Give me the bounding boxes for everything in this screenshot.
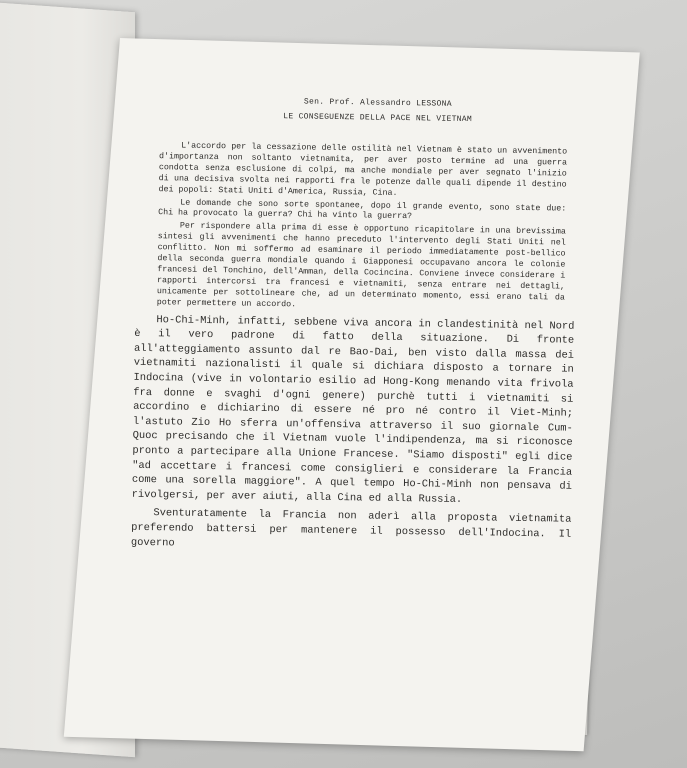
paragraph: Sventuratamente la Francia non aderì alla proposta vietnamita preferendo battersi per mantenere il possesso dell'Indocina. Il governo [130, 507, 572, 549]
document-title: LE CONSEGUENZE DELLA PACE NEL VIETNAM [283, 112, 473, 125]
author-header: Sen. Prof. Alessandro LESSONA [303, 97, 452, 109]
paragraph: Le domande che sono sorte spontanee, dopo il grande evento, sono state due: Chi ha provocato la guerra? Chi ha vinto la guerra? [158, 198, 567, 222]
paragraph: Ho-Chi-Minh, infatti, sebbene viva ancora in clandestinità nel Nord è il vero padrone di fatto della situazione. Di fronte all'atteggiamento assunto dal re Bao-Dai, ben visto dalla massa dei vietnamiti nazionalisti il quale si dichiara disposto a tornare in Indocina (vive in volontario esilio ad Hong-Kong menando vita frivola fra donne e svaghi d'ogni genere) purchè tutti i vietnamiti si accordino e dichiarino di essere né pro né contro il Viet-Minh; l'astuto Zio Ho sferra un'offensiva attraverso il suo giornale Cum-Quoc precisando che il Vietnam vuole l'indipendenza, ma si riconosce pronto a partecipare alla Unione Francese. "Siamo disposti" egli dice "ad accettare i francesi come consiglieri e considerare la Francia come una sorella maggiore". A quel tempo Ho-Chi-Minh non pensava di rivolgersi, per aver aiuti, alla Cina ed alla Russia. [131, 313, 575, 506]
paragraph: L'accordo per la cessazione delle ostilità nel Vietnam è stato un avvenimento d'importanza non soltanto vietnamita, per aver posto termine ad una guerra condotta senza esclusione di colpi, ma anche mondiale per aver segnato l'inizio di una decisiva svolta nei rapporti fra le potenze dalle quali dipende il destino dei popoli: Stati Uniti d'America, Russia, Cina. [158, 141, 568, 198]
paragraph: Per rispondere alla prima di esse è opportuno ricapitolare in una brevissima sintesi gli avvenimenti che hanno preceduto l'intervento degli Stati Uniti nel conflitto. Non mi soffermo ad esaminare il periodo immediatamente post-bellico della seconda guerra mondiale quando i Giapponesi occupavano ancora le colonie francesi del Tonchino, dell'Amman, della Cocincina. Conviene invece considerare i rapporti intercorsi tra francesi e vietnamiti, senza entrare nei dettagli, unicamente per sottolineare che, ad un determinato momento, essi erano tali da poter permettere un accordo. [156, 221, 566, 310]
page-text [130, 95, 575, 561]
lower-text-block [131, 312, 575, 556]
